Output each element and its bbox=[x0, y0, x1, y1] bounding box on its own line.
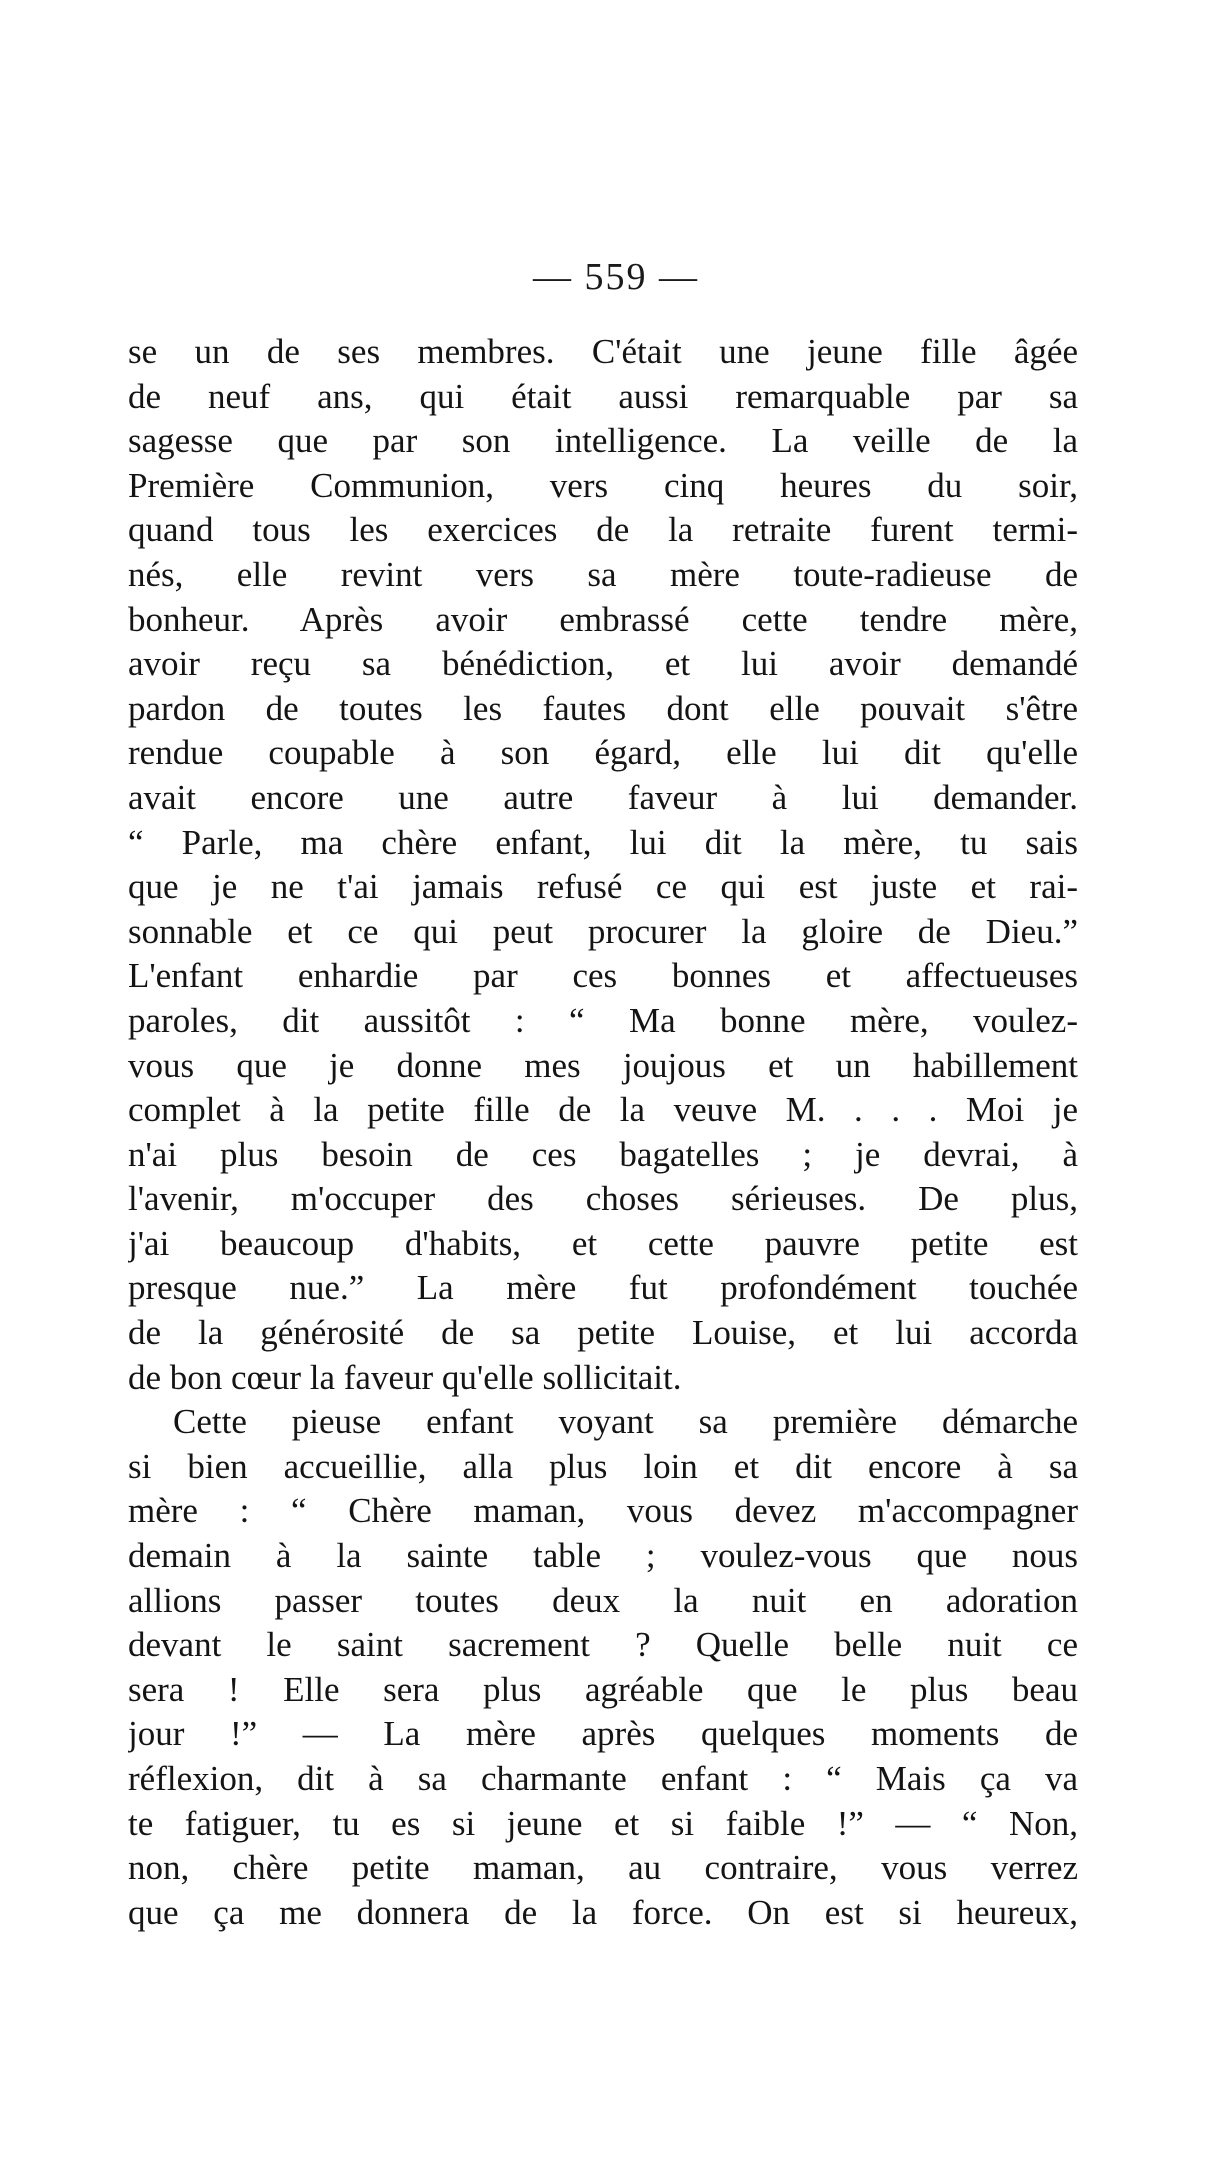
text-line: te fatiguer, tu es si jeune et si faible !” — “ Non, bbox=[128, 1803, 1078, 1843]
text-line: non, chère petite maman, au contraire, vous verrez bbox=[128, 1848, 1078, 1888]
text-line: que je ne t'ai jamais refusé ce qui est juste et rai- bbox=[128, 867, 1078, 907]
text-line: paroles, dit aussitôt : “ Ma bonne mère, voulez- bbox=[128, 1000, 1078, 1040]
text-line: “ Parle, ma chère enfant, lui dit la mère, tu sais bbox=[128, 822, 1078, 862]
text-line: n'ai plus besoin de ces bagatelles ; je devrai, à bbox=[128, 1134, 1078, 1174]
text-line: avait encore une autre faveur à lui demander. bbox=[128, 777, 1078, 817]
text-line: sonnable et ce qui peut procurer la gloire de Dieu.” bbox=[128, 911, 1078, 951]
text-line: l'avenir, m'occuper des choses sérieuses. De plus, bbox=[128, 1179, 1078, 1219]
text-line: rendue coupable à son égard, elle lui dit qu'elle bbox=[128, 733, 1078, 773]
text-line: complet à la petite fille de la veuve M. . . . Moi je bbox=[128, 1090, 1078, 1130]
text-line: nés, elle revint vers sa mère toute-radieuse de bbox=[128, 554, 1078, 594]
body-text bbox=[128, 330, 1078, 1935]
text-line: réflexion, dit à sa charmante enfant : “ Mais ça va bbox=[128, 1759, 1078, 1798]
text-line: mère : “ Chère maman, vous devez m'accompagner bbox=[128, 1491, 1078, 1531]
text-line: de neuf ans, qui était aussi remarquable par sa bbox=[128, 376, 1078, 416]
text-line: Cette pieuse enfant voyant sa première démarche bbox=[173, 1402, 1078, 1442]
text-line: bonheur. Après avoir embrassé cette tendre mère, bbox=[128, 599, 1078, 639]
text-line: L'enfant enhardie par ces bonnes et affectueuses bbox=[128, 956, 1078, 996]
text-line: Première Communion, vers cinq heures du soir, bbox=[128, 465, 1078, 505]
text-line: quand tous les exercices de la retraite furent termi- bbox=[128, 510, 1078, 550]
text-line: allions passer toutes deux la nuit en adoration bbox=[128, 1580, 1078, 1620]
text-line: demain à la sainte table ; voulez-vous que nous bbox=[128, 1536, 1078, 1576]
text-line: jour !” — La mère après quelques moments de bbox=[128, 1714, 1078, 1754]
text-line: devant le saint sacrement ? Quelle belle nuit ce bbox=[128, 1625, 1078, 1665]
text-line: sagesse que par son intelligence. La veille de la bbox=[128, 421, 1078, 461]
text-line: avoir reçu sa bénédiction, et lui avoir demandé bbox=[128, 644, 1078, 684]
text-line: si bien accueillie, alla plus loin et dit encore à sa bbox=[128, 1446, 1078, 1486]
text-line: j'ai beaucoup d'habits, et cette pauvre petite est bbox=[128, 1223, 1078, 1263]
text-line: de bon cœur la faveur qu'elle sollicitait. bbox=[128, 1357, 682, 1397]
text-line: se un de ses membres. C'était une jeune fille âgée bbox=[128, 332, 1078, 371]
page-number: — 559 — bbox=[533, 256, 699, 298]
text-line: pardon de toutes les fautes dont elle pouvait s'être bbox=[128, 688, 1078, 728]
text-line: vous que je donne mes joujous et un habillement bbox=[128, 1045, 1078, 1085]
text-line: que ça me donnera de la force. On est si heureux, bbox=[128, 1892, 1078, 1932]
text-line: de la générosité de sa petite Louise, et lui accorda bbox=[128, 1313, 1078, 1353]
text-line: presque nue.” La mère fut profondément touchée bbox=[128, 1268, 1078, 1308]
text-line: sera ! Elle sera plus agréable que le plus beau bbox=[128, 1669, 1078, 1709]
